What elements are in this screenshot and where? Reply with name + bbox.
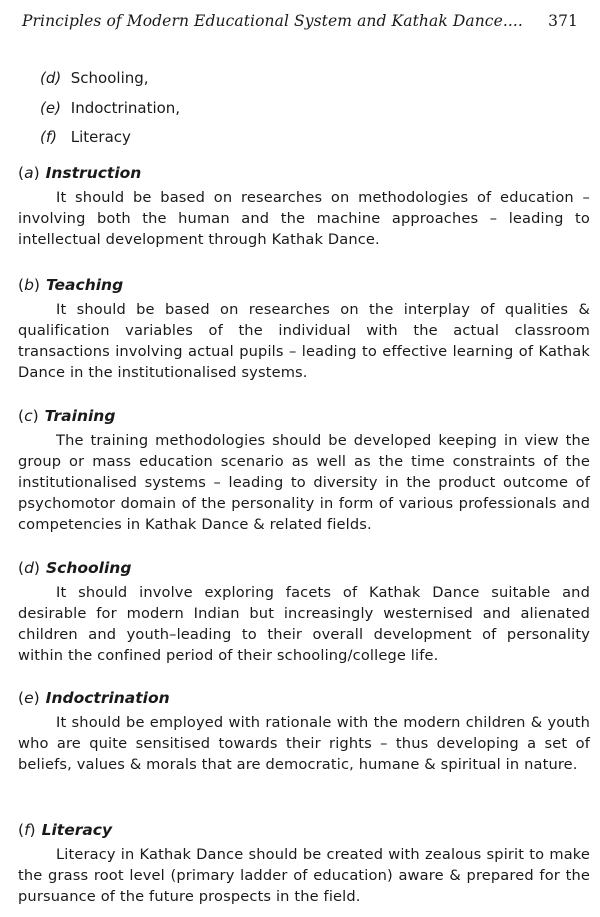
list-item bbox=[40, 123, 180, 153]
section-heading bbox=[18, 163, 590, 183]
section-schooling bbox=[18, 558, 590, 666]
list-item-label: (f) bbox=[40, 128, 57, 146]
section-label: (c) bbox=[18, 407, 39, 425]
section-label: (d) bbox=[18, 559, 40, 577]
section-title: Literacy bbox=[41, 821, 113, 839]
list-item-label: (e) bbox=[40, 98, 61, 117]
section-label: (e) bbox=[18, 689, 40, 707]
section-title: Training bbox=[44, 407, 116, 425]
section-label: (b) bbox=[18, 276, 40, 294]
section-title: Indoctrination bbox=[45, 689, 170, 707]
section-indoctrination bbox=[18, 688, 590, 775]
section-teaching bbox=[18, 275, 590, 383]
section-title: Instruction bbox=[45, 164, 142, 182]
continued-list bbox=[40, 64, 180, 153]
section-heading bbox=[18, 820, 590, 840]
list-item-text: Schooling, bbox=[70, 69, 149, 87]
section-training bbox=[18, 406, 590, 535]
running-header bbox=[22, 12, 578, 34]
section-label: (f) bbox=[18, 821, 36, 839]
section-heading bbox=[18, 558, 590, 578]
section-heading bbox=[18, 688, 590, 708]
section-title: Schooling bbox=[45, 559, 132, 577]
section-literacy bbox=[18, 820, 590, 907]
section-body: The training methodologies should be developed keeping in view the group or mass education scenario as well as the time constraints of the institutionalised systems – leading to diversity in the product outcome of psychomotor domain of the personality in form of various professionals and competencies in Kathak Dance & related fields. bbox=[18, 432, 590, 533]
section-body: It should be based on researches on the interplay of qualities & qualification variables of the individual with the actual classroom transactions involving actual pupils – leading to effective learning of Kathak Dance in the institutionalised systems. bbox=[18, 301, 590, 381]
section-body: It should be employed with rationale with the modern children & youth who are quite sensitised towards their rights – thus developing a set of beliefs, values & morals that are democratic, humane & spiritual in nature. bbox=[18, 714, 590, 773]
page-number: 371 bbox=[548, 12, 578, 30]
list-item-label: (d) bbox=[40, 69, 62, 87]
list-item bbox=[40, 64, 180, 94]
running-title: Principles of Modern Educational System and Kathak Dance.... bbox=[22, 12, 523, 30]
section-body: It should involve exploring facets of Kathak Dance suitable and desirable for modern Indian but increasingly westernised and alienated children and youth–leading to their overall development of personality within the confined period of their schooling/college life. bbox=[18, 584, 590, 664]
list-item-text: Indoctrination, bbox=[70, 98, 181, 117]
section-heading bbox=[18, 275, 590, 295]
list-item-text: Literacy bbox=[70, 128, 131, 146]
section-body: Literacy in Kathak Dance should be created with zealous spirit to make the grass root level (primary ladder of education) aware & prepared for the pursuance of the future prospects in the field. bbox=[18, 846, 590, 905]
section-body: It should be based on researches on methodologies of education – involving both the human and the machine approaches – leading to intellectual development through Kathak Dance. bbox=[18, 189, 590, 248]
section-label: (a) bbox=[18, 164, 40, 182]
section-heading bbox=[18, 406, 590, 426]
section-instruction bbox=[18, 163, 590, 250]
list-item bbox=[40, 94, 180, 124]
section-title: Teaching bbox=[45, 276, 124, 294]
